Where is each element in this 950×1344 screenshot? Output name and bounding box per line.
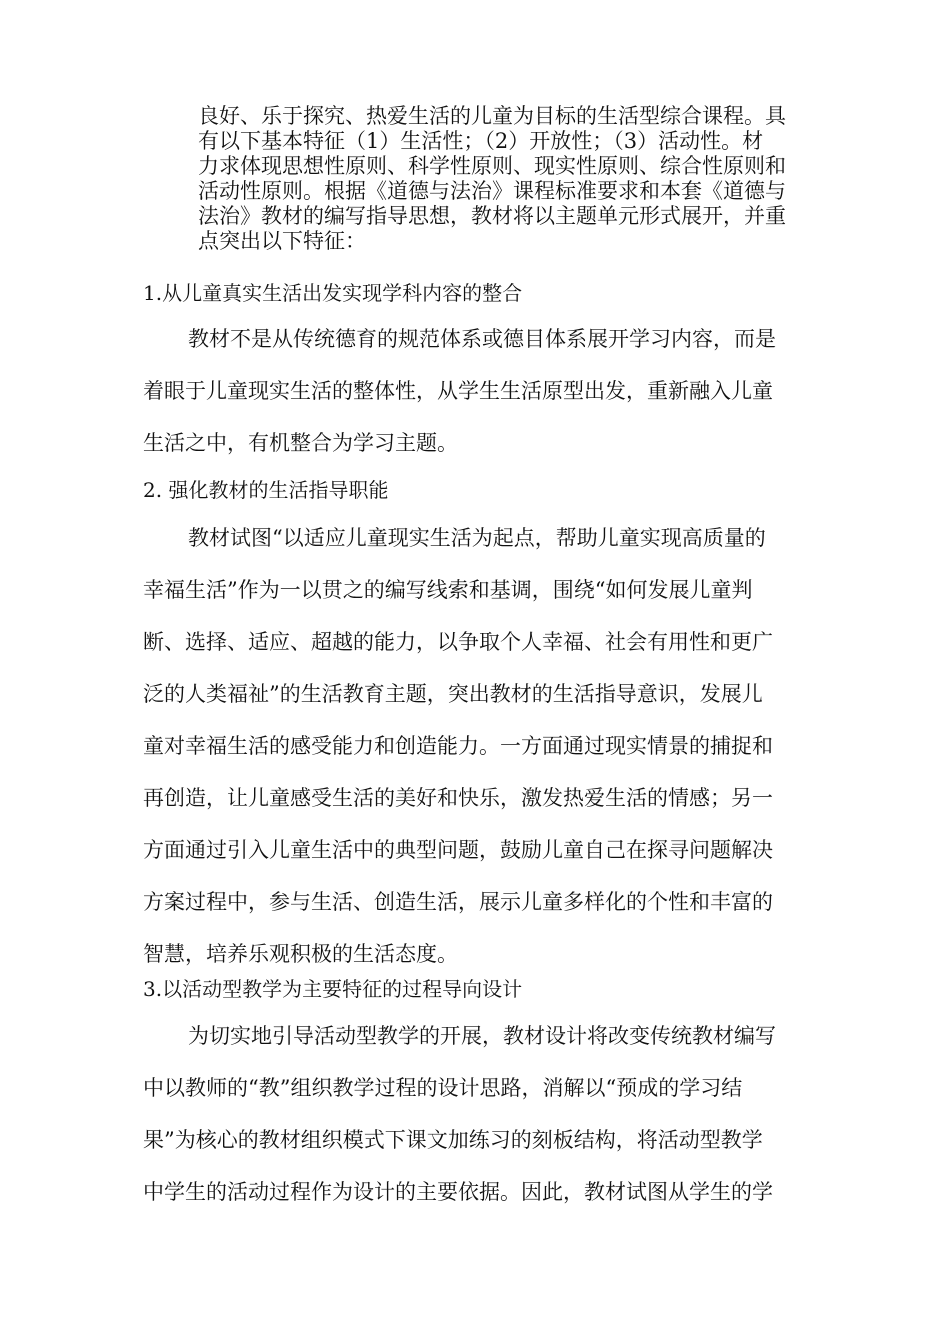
paragraph-line: 方案过程中，参与生活、创造生活，展示儿童多样化的个性和丰富的: [143, 890, 773, 914]
intro-line: 力求体现思想性原则、科学性原则、现实性原则、综合性原则和: [198, 154, 786, 178]
intro-line: 活动性原则。根据《道德与法治》课程标准要求和本套《道德与: [198, 179, 786, 203]
section-3-heading: 3.以活动型教学为主要特征的过程导向设计: [143, 977, 523, 1001]
intro-line: 点突出以下特征：: [198, 229, 366, 253]
paragraph-line: 幸福生活”作为一以贯之的编写线索和基调，围绕“如何发展儿童判: [143, 578, 753, 602]
paragraph-line: 中以教师的“教”组织教学过程的设计思路，消解以“预成的学习结: [143, 1076, 743, 1100]
paragraph-line: 童对幸福生活的感受能力和创造能力。一方面通过现实情景的捕捉和: [143, 734, 773, 758]
paragraph-line: 果”为核心的教材组织模式下课文加练习的刻板结构，将活动型教学: [143, 1128, 763, 1152]
paragraph-line: 教材不是从传统德育的规范体系或德目体系展开学习内容，而是: [188, 327, 776, 351]
paragraph-line: 再创造，让儿童感受生活的美好和快乐，激发热爱生活的情感；另一: [143, 786, 773, 810]
paragraph-line: 泛的人类福祉”的生活教育主题，突出教材的生活指导意识，发展儿: [143, 682, 763, 706]
intro-line: 有以下基本特征（1）生活性；（2）开放性；（3）活动性。材: [198, 129, 764, 153]
paragraph-line: 智慧，培养乐观积极的生活态度。: [143, 942, 458, 966]
paragraph-line: 断、选择、适应、超越的能力，以争取个人幸福、社会有用性和更广: [143, 630, 773, 654]
paragraph-line: 方面通过引入儿童生活中的典型问题，鼓励儿童自己在探寻问题解决: [143, 838, 773, 862]
section-1-heading: 1.从儿童真实生活出发实现学科内容的整合: [143, 281, 523, 305]
intro-line: 法治》教材的编写指导思想，教材将以主题单元形式展开，并重: [198, 204, 786, 228]
intro-paragraph: [198, 104, 828, 254]
paragraph-line: 生活之中，有机整合为学习主题。: [143, 431, 458, 455]
paragraph-line: 教材试图“以适应儿童现实生活为起点，帮助儿童实现高质量的: [188, 526, 766, 550]
paragraph-line: 着眼于儿童现实生活的整体性，从学生生活原型出发，重新融入儿童: [143, 379, 773, 403]
paragraph-line: 中学生的活动过程作为设计的主要依据。因此，教材试图从学生的学: [143, 1180, 773, 1204]
intro-line: 良好、乐于探究、热爱生活的儿童为目标的生活型综合课程。具: [198, 104, 786, 128]
paragraph-line: 为切实地引导活动型教学的开展，教材设计将改变传统教材编写: [188, 1024, 776, 1048]
section-2-heading: 2. 强化教材的生活指导职能: [143, 478, 389, 502]
